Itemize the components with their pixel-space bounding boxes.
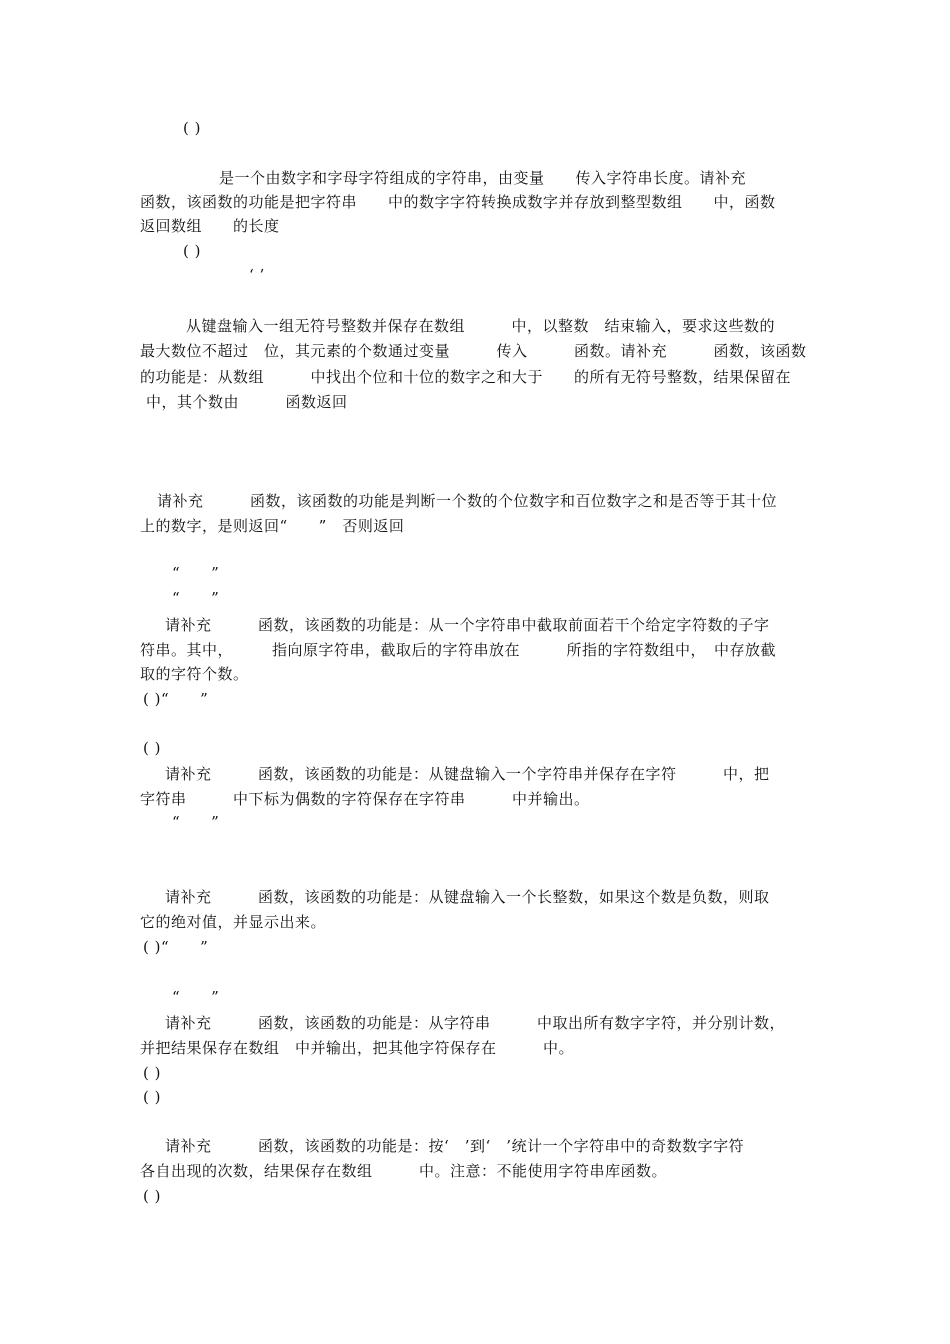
text-line: ( )	[143, 1088, 161, 1106]
text-line: 请补充 函数，该函数的功能是：从字符串 中取出所有数字字符，并分别计数，	[165, 1014, 786, 1032]
text-line: 取的字符个数。	[140, 665, 249, 683]
text-line: 请补充 函数，该函数的功能是：从键盘输入一个字符串并保存在字符 中，把	[165, 765, 770, 783]
text-line: 的功能是：从数组 中找出个位和十位的数字之和大于 的所有无符号整数，结果保留在	[140, 368, 792, 386]
text-line: 上的数字，是则返回“ ” 否则返回	[140, 517, 405, 535]
text-line: 它的绝对值，并显示出来。	[140, 913, 327, 931]
text-line: “ ”	[172, 813, 220, 831]
text-line: 请补充 函数，该函数的功能是：按‘ ’到‘ ’统计一个字符串中的奇数数字字符	[165, 1137, 745, 1155]
text-line: 从键盘输入一组无符号整数并保存在数组 中，以整数 结束输入，要求这些数的	[186, 317, 776, 335]
text-line: ( )“ ”	[143, 938, 209, 956]
text-line: “ ”	[172, 988, 220, 1006]
text-line: ( )“ ”	[143, 690, 209, 708]
text-line: ( )	[183, 242, 201, 260]
text-line: 最大数位不超过 位，其元素的个数通过变量 传入 函数。请补充 函数，该函数	[140, 342, 807, 360]
text-line: 函数，该函数的功能是把字符串 中的数字字符转换成数字并存放到整型数组 中，函数	[140, 193, 776, 211]
text-line: 请补充 函数，该函数的功能是判断一个数的个位数字和百位数字之和是否等于其十位	[157, 492, 778, 510]
text-line: 各自出现的次数，结果保存在数组 中。注意：不能使用字符串库函数。	[140, 1162, 668, 1180]
text-line: 请补充 函数，该函数的功能是：从一个字符串中截取前面若干个给定字符数的子字	[165, 616, 770, 634]
text-line: ( )	[143, 1064, 161, 1082]
text-line: 中，其个数由 函数返回	[146, 393, 348, 411]
text-line: 请补充 函数，该函数的功能是：从键盘输入一个长整数，如果这个数是负数，则取	[165, 888, 770, 906]
text-line: 返回数组 的长度	[140, 217, 280, 235]
text-line: ( )	[143, 1187, 161, 1205]
text-line: 符串。其中， 指向原字符串，截取后的字符串放在 所指的字符数组中， 中存放截	[140, 641, 777, 659]
text-line: ‘ ’	[249, 266, 265, 284]
text-line: 字符串 中下标为偶数的字符保存在字符串 中并输出。	[140, 790, 590, 808]
text-line: 并把结果保存在数组 中并输出，把其他字符保存在 中。	[140, 1039, 575, 1057]
text-line: “ ”	[172, 564, 220, 582]
text-line: ( )	[183, 119, 201, 137]
text-line: ( )	[143, 739, 161, 757]
text-line: “ ”	[172, 589, 220, 607]
text-line: 是一个由数字和字母字符组成的字符串，由变量 传入字符串长度。请补充	[219, 169, 747, 187]
